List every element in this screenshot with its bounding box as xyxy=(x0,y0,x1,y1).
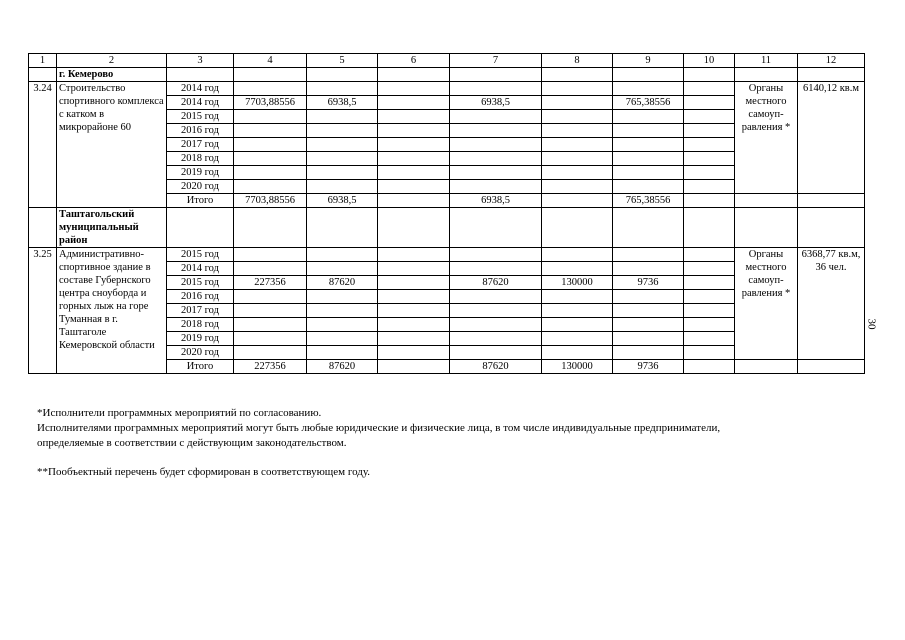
value-cell: 7703,88556 xyxy=(234,96,307,110)
item-number: 3.25 xyxy=(29,248,57,374)
value-cell xyxy=(613,166,684,180)
value-cell xyxy=(378,82,450,96)
value-cell xyxy=(307,166,378,180)
value-cell xyxy=(613,152,684,166)
value-cell xyxy=(234,180,307,194)
value-cell xyxy=(234,82,307,96)
value-cell xyxy=(307,290,378,304)
value-cell xyxy=(450,110,542,124)
year-cell: 2015 год xyxy=(167,248,234,262)
value-cell xyxy=(542,124,613,138)
value-cell: 765,38556 xyxy=(613,96,684,110)
value-cell xyxy=(613,180,684,194)
value-cell xyxy=(378,96,450,110)
value-cell xyxy=(307,248,378,262)
item-3-24 xyxy=(29,82,865,208)
empty-cell xyxy=(735,194,798,208)
header-cell: 10 xyxy=(684,54,735,68)
value-cell xyxy=(684,360,735,374)
value-cell xyxy=(542,290,613,304)
executor-cell: Органы местного самоуп-равления * xyxy=(735,248,798,360)
value-cell xyxy=(542,138,613,152)
value-cell xyxy=(542,152,613,166)
header-cell: 12 xyxy=(798,54,865,68)
value-cell xyxy=(684,180,735,194)
value-cell xyxy=(613,318,684,332)
value-cell xyxy=(542,346,613,360)
value-cell xyxy=(378,110,450,124)
value-cell xyxy=(684,152,735,166)
value-cell xyxy=(542,194,613,208)
value-cell: 87620 xyxy=(450,276,542,290)
year-cell: 2018 год xyxy=(167,152,234,166)
value-cell xyxy=(307,304,378,318)
item-number: 3.24 xyxy=(29,82,57,208)
value-cell xyxy=(234,262,307,276)
value-cell xyxy=(234,332,307,346)
year-cell: 2019 год xyxy=(167,166,234,180)
value-cell xyxy=(613,262,684,276)
year-cell: 2014 год xyxy=(167,96,234,110)
value-cell xyxy=(450,346,542,360)
value-cell xyxy=(450,262,542,276)
value-cell xyxy=(684,82,735,96)
value-cell xyxy=(450,180,542,194)
header-cell: 7 xyxy=(450,54,542,68)
year-cell: 2019 год xyxy=(167,332,234,346)
page-number: 30 xyxy=(865,318,878,330)
value-cell xyxy=(307,124,378,138)
value-cell xyxy=(234,248,307,262)
value-cell xyxy=(684,346,735,360)
value-cell xyxy=(378,290,450,304)
year-cell: 2020 год xyxy=(167,346,234,360)
item-3-25 xyxy=(29,248,865,374)
value-cell xyxy=(542,332,613,346)
value-cell xyxy=(234,318,307,332)
value-cell xyxy=(234,138,307,152)
value-cell xyxy=(542,304,613,318)
executor-cell: Органы местного самоуп-равления * xyxy=(735,82,798,194)
value-cell: 87620 xyxy=(307,360,378,374)
value-cell xyxy=(684,304,735,318)
capacity-cell: 6140,12 кв.м xyxy=(798,82,865,194)
value-cell xyxy=(684,194,735,208)
item-description: Административно-спортивное здание в составе Губернского центра сноуборда и горных лыж на горе Туманная в г. Таштаголе Кемеровской области xyxy=(57,248,167,374)
footnote-line: **Пообъектный перечень будет сформирован в соответствующем году. xyxy=(37,466,371,478)
value-cell: 6938,5 xyxy=(450,96,542,110)
value-cell xyxy=(542,262,613,276)
value-cell xyxy=(684,96,735,110)
year-cell: 2015 год xyxy=(167,276,234,290)
value-cell xyxy=(378,262,450,276)
value-cell xyxy=(450,124,542,138)
footnotes xyxy=(37,406,857,480)
header-cell: 2 xyxy=(57,54,167,68)
value-cell xyxy=(378,194,450,208)
value-cell xyxy=(684,248,735,262)
header-row xyxy=(29,54,865,68)
value-cell xyxy=(234,110,307,124)
value-cell xyxy=(307,152,378,166)
year-cell: 2016 год xyxy=(167,290,234,304)
value-cell xyxy=(613,124,684,138)
value-cell xyxy=(450,318,542,332)
value-cell xyxy=(450,332,542,346)
year-cell: 2017 год xyxy=(167,138,234,152)
year-cell: 2015 год xyxy=(167,110,234,124)
value-cell xyxy=(542,180,613,194)
value-cell: 227356 xyxy=(234,360,307,374)
header-cell: 4 xyxy=(234,54,307,68)
year-cell: 2014 год xyxy=(167,262,234,276)
value-cell xyxy=(450,138,542,152)
value-cell xyxy=(450,82,542,96)
value-cell xyxy=(684,318,735,332)
value-cell: 6938,5 xyxy=(307,96,378,110)
value-cell: 6938,5 xyxy=(307,194,378,208)
year-cell: Итого xyxy=(167,360,234,374)
value-cell xyxy=(378,360,450,374)
value-cell xyxy=(450,166,542,180)
header-cell: 3 xyxy=(167,54,234,68)
value-cell xyxy=(307,138,378,152)
value-cell xyxy=(378,248,450,262)
year-cell: 2018 год xyxy=(167,318,234,332)
year-cell: Итого xyxy=(167,194,234,208)
value-cell xyxy=(613,304,684,318)
value-cell xyxy=(613,110,684,124)
value-cell: 130000 xyxy=(542,276,613,290)
year-cell: 2017 год xyxy=(167,304,234,318)
value-cell xyxy=(613,138,684,152)
value-cell xyxy=(613,290,684,304)
value-cell xyxy=(684,166,735,180)
footnote-line: *Исполнители программных мероприятий по согласованию. xyxy=(37,407,322,419)
value-cell xyxy=(542,110,613,124)
value-cell xyxy=(684,290,735,304)
value-cell xyxy=(450,248,542,262)
value-cell xyxy=(378,276,450,290)
value-cell xyxy=(378,318,450,332)
value-cell xyxy=(684,110,735,124)
header-cell: 11 xyxy=(735,54,798,68)
value-cell xyxy=(378,152,450,166)
section-row-kemerovo xyxy=(29,68,865,82)
value-cell: 9736 xyxy=(613,360,684,374)
header-cell: 9 xyxy=(613,54,684,68)
value-cell xyxy=(684,124,735,138)
value-cell xyxy=(378,304,450,318)
value-cell xyxy=(234,166,307,180)
empty-cell xyxy=(798,194,865,208)
value-cell xyxy=(307,110,378,124)
value-cell xyxy=(450,290,542,304)
value-cell: 87620 xyxy=(307,276,378,290)
value-cell xyxy=(684,332,735,346)
section-row-tashtagol xyxy=(29,208,865,248)
value-cell xyxy=(307,318,378,332)
value-cell: 7703,88556 xyxy=(234,194,307,208)
value-cell xyxy=(378,124,450,138)
value-cell xyxy=(450,152,542,166)
value-cell xyxy=(378,332,450,346)
empty-cell xyxy=(735,360,798,374)
value-cell xyxy=(234,290,307,304)
header-cell: 1 xyxy=(29,54,57,68)
value-cell xyxy=(613,346,684,360)
item-description: Строительство спортивного комплекса с катком в микрорайоне 60 xyxy=(57,82,167,208)
value-cell xyxy=(684,262,735,276)
value-cell: 765,38556 xyxy=(613,194,684,208)
header-cell: 8 xyxy=(542,54,613,68)
footnote-line: Исполнителями программных мероприятий могут быть любые юридические и физические лица, в том числе индивидуальные предприниматели, xyxy=(37,422,721,434)
value-cell xyxy=(542,166,613,180)
value-cell xyxy=(613,332,684,346)
year-cell: 2016 год xyxy=(167,124,234,138)
value-cell: 87620 xyxy=(450,360,542,374)
value-cell: 6938,5 xyxy=(450,194,542,208)
section-title: Таштагольский муниципальный район xyxy=(57,208,167,248)
table-row xyxy=(29,82,865,96)
value-cell xyxy=(542,82,613,96)
capacity-cell: 6368,77 кв.м, 36 чел. xyxy=(798,248,865,360)
value-cell: 9736 xyxy=(613,276,684,290)
value-cell xyxy=(450,304,542,318)
value-cell xyxy=(542,248,613,262)
value-cell xyxy=(378,138,450,152)
year-cell: 2020 год xyxy=(167,180,234,194)
section-title: г. Кемерово xyxy=(57,68,167,82)
table-row xyxy=(29,248,865,262)
value-cell xyxy=(684,276,735,290)
value-cell xyxy=(307,180,378,194)
value-cell xyxy=(378,346,450,360)
program-table xyxy=(28,53,865,374)
value-cell xyxy=(234,124,307,138)
value-cell xyxy=(542,318,613,332)
value-cell xyxy=(307,262,378,276)
year-cell: 2014 год xyxy=(167,82,234,96)
value-cell xyxy=(613,248,684,262)
value-cell xyxy=(307,332,378,346)
value-cell xyxy=(234,304,307,318)
value-cell: 130000 xyxy=(542,360,613,374)
value-cell xyxy=(613,82,684,96)
value-cell xyxy=(378,166,450,180)
value-cell xyxy=(307,82,378,96)
footnote-line: определяемые в соответствии с действующим законодательством. xyxy=(37,437,347,449)
value-cell: 227356 xyxy=(234,276,307,290)
empty-cell xyxy=(798,360,865,374)
value-cell xyxy=(542,96,613,110)
value-cell xyxy=(234,152,307,166)
header-cell: 6 xyxy=(378,54,450,68)
value-cell xyxy=(307,346,378,360)
value-cell xyxy=(378,180,450,194)
value-cell xyxy=(234,346,307,360)
header-cell: 5 xyxy=(307,54,378,68)
value-cell xyxy=(684,138,735,152)
